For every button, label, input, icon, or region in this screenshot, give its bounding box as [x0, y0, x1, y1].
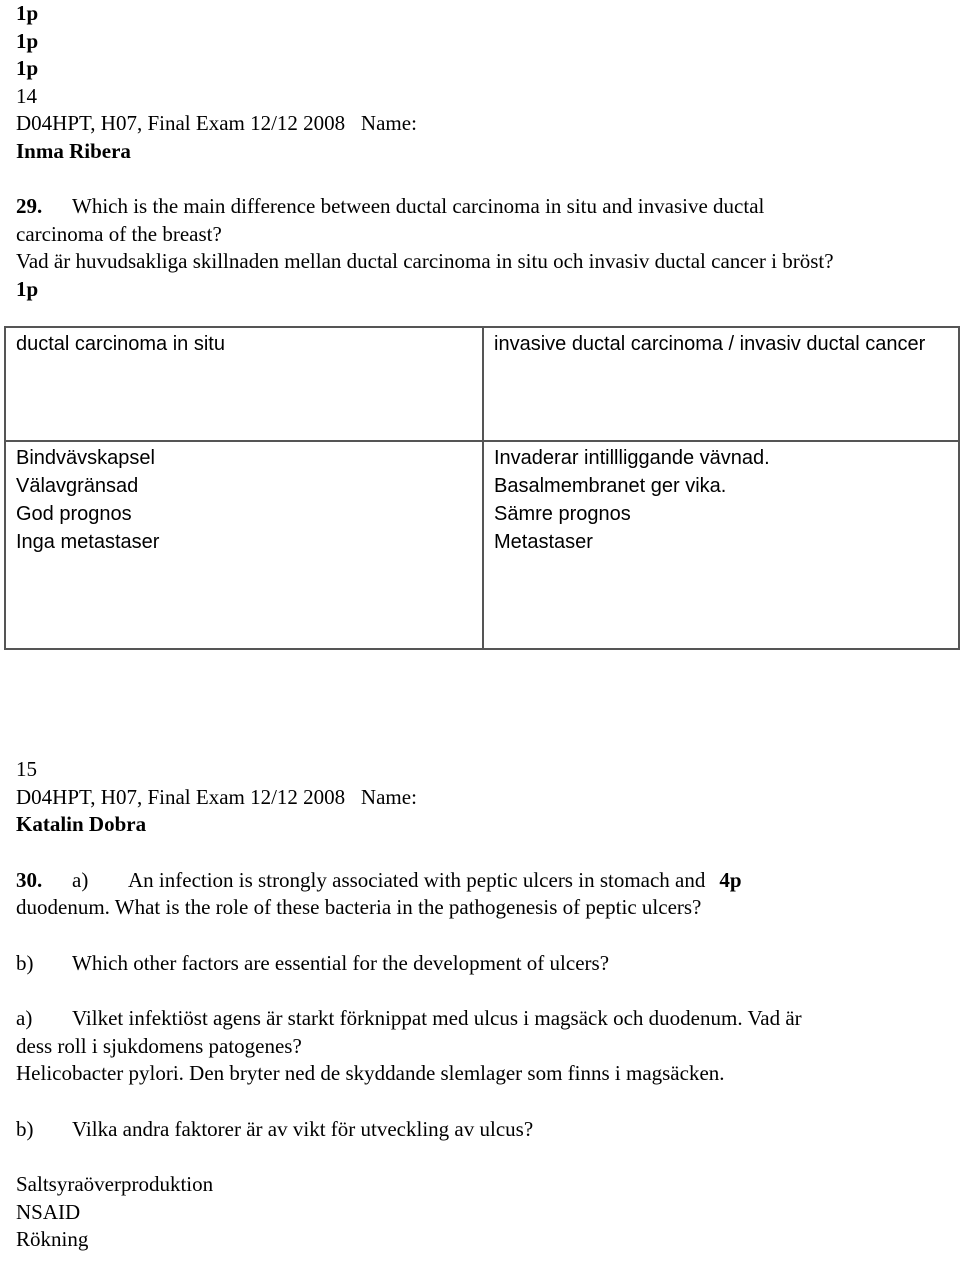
part-label: a)	[16, 1006, 33, 1030]
question-part-b-swedish	[16, 1116, 946, 1144]
answer-table	[4, 326, 960, 650]
table-cell-left[interactable]	[5, 441, 483, 649]
answer-line: Välavgränsad	[16, 475, 139, 497]
table-header-right: invasive ductal carcinoma / invasiv ductal cancer	[483, 327, 959, 441]
question-text-cont: duodenum. What is the role of these bacteria in the pathogenesis of peptic ulcers?	[16, 895, 702, 919]
exam-page	[16, 0, 956, 303]
exam-header: D04HPT, H07, Final Exam 12/12 2008 Name:	[16, 784, 417, 809]
question-text: Which other factors are essential for the development of ulcers?	[72, 950, 610, 975]
question-text-swedish: Vilka andra faktorer är av vikt för utveckling av ulcus?	[72, 1116, 534, 1141]
question-30	[16, 867, 946, 895]
part-label: a)	[72, 867, 89, 892]
question-points: 4p	[719, 867, 742, 892]
answer-line: Invaderar intillliggande vävnad.	[494, 447, 770, 469]
answer-line: Metastaser	[494, 531, 593, 553]
student-name: Inma Ribera	[16, 138, 131, 163]
part-label: b)	[16, 950, 34, 975]
table-header-left: ductal carcinoma in situ	[5, 327, 483, 441]
page-number: 15	[16, 757, 37, 781]
answer-line: Bindvävskapsel	[16, 447, 155, 469]
table-cell-right[interactable]	[483, 441, 959, 649]
answer-line: Basalmembranet ger vika.	[494, 475, 727, 497]
question-number: 29.	[16, 194, 43, 218]
second-page-section	[16, 756, 946, 1254]
question-text-swedish: Vilket infektiöst agens är starkt förknippat med ulcus i magsäck och duodenum. Vad är	[72, 1006, 802, 1030]
question-number: 30.	[16, 867, 43, 892]
answer-line: Inga metastaser	[16, 531, 160, 553]
question-29	[16, 193, 956, 221]
question-points: 1p	[16, 276, 39, 301]
question-text-swedish-cont: dess roll i sjukdomens patogenes?	[16, 1033, 302, 1058]
question-part-b	[16, 950, 946, 978]
answer-line: Sämre prognos	[494, 503, 631, 525]
answer-line[interactable]: Saltsyraöverproduktion	[16, 1172, 214, 1196]
question-text-cont: carcinoma of the breast?	[16, 221, 222, 246]
question-text-swedish: Vad är huvudsakliga skillnaden mellan ductal carcinoma in situ och invasiv ductal cancer i bröst?	[16, 249, 834, 273]
answer-line[interactable]: Rökning	[16, 1227, 89, 1251]
part-label: b)	[16, 1116, 34, 1141]
page-number: 14	[16, 83, 37, 108]
question-text: An infection is strongly associated with peptic ulcers in stomach and	[128, 867, 706, 892]
answer-line[interactable]: NSAID	[16, 1199, 81, 1224]
exam-header: D04HPT, H07, Final Exam 12/12 2008 Name:	[16, 111, 417, 135]
question-part-a-swedish	[16, 1005, 946, 1033]
question-text: Which is the main difference between ductal carcinoma in situ and invasive ductal	[72, 194, 765, 218]
student-name: Katalin Dobra	[16, 812, 147, 836]
answer-text[interactable]: Helicobacter pylori. Den bryter ned de skyddande slemlager som finns i magsäcken.	[16, 1061, 725, 1085]
points-label: 1p	[16, 1, 39, 25]
points-label: 1p	[16, 56, 39, 80]
points-label: 1p	[16, 28, 39, 53]
answer-line: God prognos	[16, 503, 132, 525]
